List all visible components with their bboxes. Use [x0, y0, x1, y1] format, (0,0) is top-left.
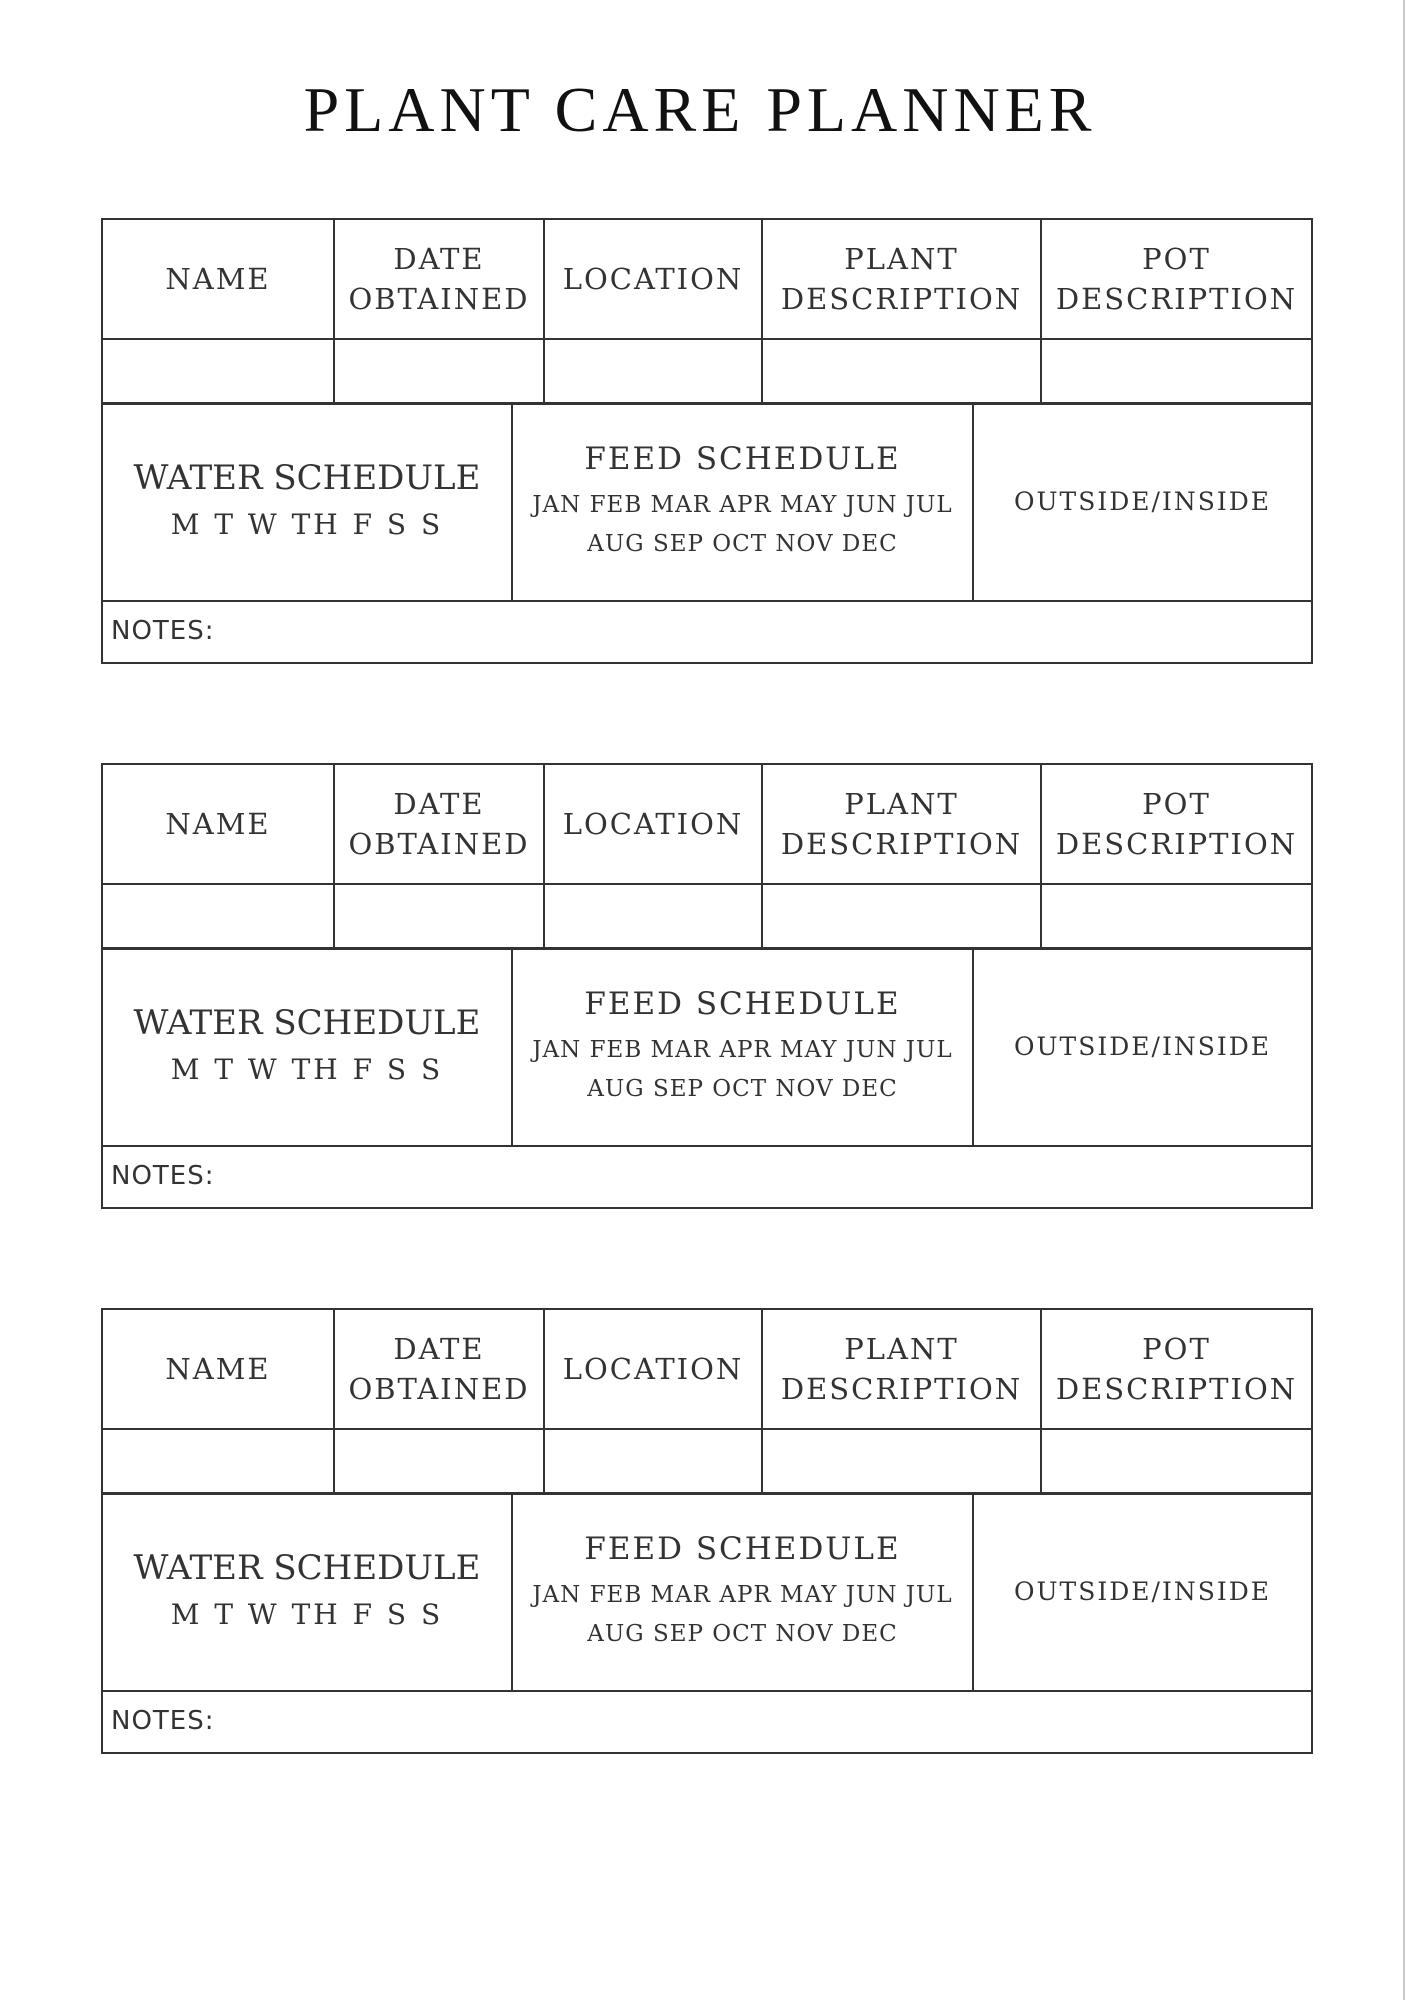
feed-schedule-months: JAN FEB MAR APR MAY JUN JUL AUG SEP OCT NOV DEC: [532, 1037, 953, 1102]
outside-inside-label: OUTSIDE/INSIDE: [1013, 1031, 1271, 1061]
notes-row[interactable]: [103, 600, 1311, 662]
card-entry-row: [103, 1428, 1311, 1495]
name-entry-field[interactable]: [103, 338, 335, 402]
date-obtained-header: DATE OBTAINED: [335, 1310, 545, 1428]
outside-inside-label: OUTSIDE/INSIDE: [1013, 486, 1271, 516]
feed-schedule-title: FEED SCHEDULE: [584, 986, 901, 1022]
date-obtained-entry-field[interactable]: [335, 338, 545, 402]
outside-inside-cell: [974, 1492, 1311, 1690]
location-header: LOCATION: [545, 220, 763, 338]
card-header-row: [103, 220, 1311, 340]
pot-description-header: POT DESCRIPTION: [1055, 1332, 1298, 1406]
location-header: LOCATION: [545, 765, 763, 883]
page-edge-line: [1403, 0, 1405, 2000]
pot-description-entry-field[interactable]: [1042, 338, 1311, 402]
page-title: PLANT CARE PLANNER: [303, 74, 1097, 145]
pot-description-entry-field[interactable]: [1042, 1428, 1311, 1492]
plant-description-entry-field[interactable]: [763, 883, 1042, 947]
water-schedule-title: WATER SCHEDULE: [133, 1003, 481, 1043]
water-schedule-cell: [103, 1492, 513, 1690]
water-schedule-days: M T W TH F S S: [170, 1053, 444, 1086]
location-header: LOCATION: [545, 1310, 763, 1428]
plant-description-header: PLANT DESCRIPTION: [763, 220, 1042, 338]
date-obtained-header: DATE OBTAINED: [335, 765, 545, 883]
plant-card-2: [101, 763, 1313, 1209]
name-header: NAME: [103, 220, 335, 338]
outside-inside-cell: [974, 402, 1311, 600]
notes-row[interactable]: [103, 1145, 1311, 1207]
card-entry-row: [103, 338, 1311, 405]
card-header-row: [103, 1310, 1311, 1430]
pot-description-header: POT DESCRIPTION: [1055, 787, 1298, 861]
feed-schedule-months: JAN FEB MAR APR MAY JUN JUL AUG SEP OCT NOV DEC: [532, 492, 953, 557]
notes-label: NOTES:: [111, 1706, 215, 1736]
name-header: NAME: [103, 1310, 335, 1428]
plant-card-1: [101, 218, 1313, 664]
date-obtained-entry-field[interactable]: [335, 883, 545, 947]
schedule-row: [103, 947, 1311, 1147]
pot-description-header: POT DESCRIPTION: [1055, 242, 1298, 316]
outside-inside-label: OUTSIDE/INSIDE: [1013, 1576, 1271, 1606]
card-entry-row: [103, 883, 1311, 950]
location-entry-field[interactable]: [545, 338, 763, 402]
water-schedule-title: WATER SCHEDULE: [133, 458, 481, 498]
outside-inside-cell: [974, 947, 1311, 1145]
plant-description-entry-field[interactable]: [763, 338, 1042, 402]
card-header-row: [103, 765, 1311, 885]
water-schedule-cell: [103, 947, 513, 1145]
location-entry-field[interactable]: [545, 883, 763, 947]
location-entry-field[interactable]: [545, 1428, 763, 1492]
plant-description-header: PLANT DESCRIPTION: [763, 1310, 1042, 1428]
water-schedule-title: WATER SCHEDULE: [133, 1548, 481, 1588]
schedule-row: [103, 402, 1311, 602]
notes-label: NOTES:: [111, 616, 215, 646]
water-schedule-cell: [103, 402, 513, 600]
feed-schedule-cell: [513, 1492, 974, 1690]
name-entry-field[interactable]: [103, 1428, 335, 1492]
date-obtained-header: DATE OBTAINED: [335, 220, 545, 338]
feed-schedule-cell: [513, 402, 974, 600]
schedule-row: [103, 1492, 1311, 1692]
plant-description-entry-field[interactable]: [763, 1428, 1042, 1492]
plant-description-header: PLANT DESCRIPTION: [763, 765, 1042, 883]
notes-label: NOTES:: [111, 1161, 215, 1191]
feed-schedule-cell: [513, 947, 974, 1145]
water-schedule-days: M T W TH F S S: [170, 508, 444, 541]
plant-card-3: [101, 1308, 1313, 1754]
pot-description-entry-field[interactable]: [1042, 883, 1311, 947]
feed-schedule-title: FEED SCHEDULE: [584, 1531, 901, 1567]
feed-schedule-title: FEED SCHEDULE: [584, 441, 901, 477]
date-obtained-entry-field[interactable]: [335, 1428, 545, 1492]
notes-row[interactable]: [103, 1690, 1311, 1752]
feed-schedule-months: JAN FEB MAR APR MAY JUN JUL AUG SEP OCT NOV DEC: [532, 1582, 953, 1647]
name-header: NAME: [103, 765, 335, 883]
water-schedule-days: M T W TH F S S: [170, 1598, 444, 1631]
name-entry-field[interactable]: [103, 883, 335, 947]
